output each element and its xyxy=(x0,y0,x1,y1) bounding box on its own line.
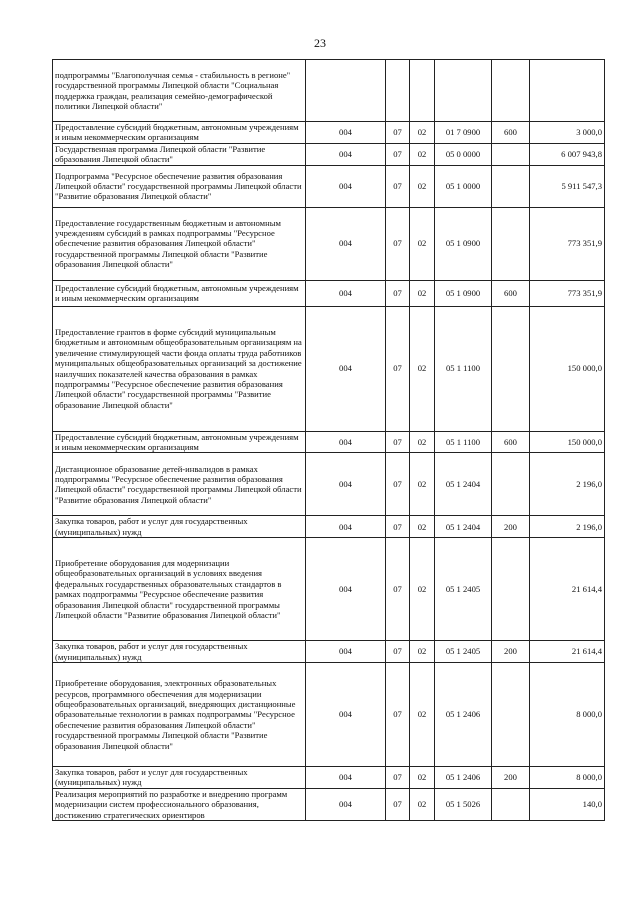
cell-amount: 140,0 xyxy=(530,788,605,820)
cell-section-code: 07 xyxy=(386,788,410,820)
cell-amount: 8 000,0 xyxy=(530,663,605,767)
cell-target-code: 05 1 2405 xyxy=(435,538,492,641)
cell-subsection-code: 02 xyxy=(410,143,435,165)
cell-target-code: 05 1 2406 xyxy=(435,663,492,767)
cell-expense-type xyxy=(492,165,530,207)
cell-admin-code: 004 xyxy=(306,431,386,453)
cell-admin-code: 004 xyxy=(306,453,386,516)
cell-admin-code: 004 xyxy=(306,165,386,207)
cell-section-code: 07 xyxy=(386,207,410,280)
table-row xyxy=(53,280,605,306)
cell-admin-code xyxy=(306,60,386,122)
cell-expense-type: 600 xyxy=(492,122,530,144)
cell-name: Предоставление субсидий бюджетным, автономным учреждениям и иным некоммерческим организациям xyxy=(53,280,306,306)
cell-name: подпрограммы "Благополучная семья - стабильность в регионе" государственной программы Липецкой области "Социальная поддержка граждан, реализация семейно-демографической политики Липецкой области" xyxy=(53,60,306,122)
cell-target-code: 05 1 1100 xyxy=(435,431,492,453)
cell-target-code: 05 1 0000 xyxy=(435,165,492,207)
cell-amount: 2 196,0 xyxy=(530,516,605,538)
cell-name: Закупка товаров, работ и услуг для государственных (муниципальных) нужд xyxy=(53,641,306,663)
cell-amount: 21 614,4 xyxy=(530,641,605,663)
cell-expense-type xyxy=(492,207,530,280)
cell-section-code: 07 xyxy=(386,641,410,663)
cell-amount: 3 000,0 xyxy=(530,122,605,144)
cell-name: Предоставление грантов в форме субсидий муниципальным бюджетным и автономным общеобразовательным организациям на увеличение стимулирующей части фонда оплаты труда работников муниципальных общеобразовательных организаций за достижение наилучших показателей качества образования в рамках подпрограммы "Ресурсное обеспечение развития образования Липецкой области" государственной программы "Развитие образование Липецкой области" xyxy=(53,306,306,431)
cell-section-code: 07 xyxy=(386,280,410,306)
table-row xyxy=(53,641,605,663)
cell-admin-code: 004 xyxy=(306,788,386,820)
cell-target-code: 01 7 0900 xyxy=(435,122,492,144)
cell-admin-code: 004 xyxy=(306,122,386,144)
cell-subsection-code xyxy=(410,60,435,122)
cell-section-code: 07 xyxy=(386,453,410,516)
cell-amount: 150 000,0 xyxy=(530,431,605,453)
cell-subsection-code: 02 xyxy=(410,767,435,789)
cell-name: Закупка товаров, работ и услуг для государственных (муниципальных) нужд xyxy=(53,516,306,538)
cell-subsection-code: 02 xyxy=(410,453,435,516)
cell-target-code: 05 1 2405 xyxy=(435,641,492,663)
table-row xyxy=(53,207,605,280)
cell-name: Закупка товаров, работ и услуг для государственных (муниципальных) нужд xyxy=(53,767,306,789)
cell-expense-type xyxy=(492,306,530,431)
table-row xyxy=(53,431,605,453)
page-number: 23 xyxy=(314,36,326,50)
cell-amount: 773 351,9 xyxy=(530,280,605,306)
cell-admin-code: 004 xyxy=(306,641,386,663)
cell-admin-code: 004 xyxy=(306,207,386,280)
cell-target-code xyxy=(435,60,492,122)
cell-target-code: 05 1 0900 xyxy=(435,207,492,280)
cell-section-code: 07 xyxy=(386,122,410,144)
cell-subsection-code: 02 xyxy=(410,788,435,820)
cell-expense-type xyxy=(492,60,530,122)
table-row xyxy=(53,767,605,789)
cell-expense-type: 600 xyxy=(492,280,530,306)
cell-subsection-code: 02 xyxy=(410,663,435,767)
table-body xyxy=(53,60,605,821)
table-row xyxy=(53,143,605,165)
cell-subsection-code: 02 xyxy=(410,641,435,663)
cell-subsection-code: 02 xyxy=(410,431,435,453)
cell-target-code: 05 1 5026 xyxy=(435,788,492,820)
cell-amount xyxy=(530,60,605,122)
table-row xyxy=(53,122,605,144)
cell-section-code: 07 xyxy=(386,143,410,165)
table-row xyxy=(53,663,605,767)
cell-subsection-code: 02 xyxy=(410,207,435,280)
cell-expense-type xyxy=(492,538,530,641)
table-row xyxy=(53,60,605,122)
cell-target-code: 05 1 0900 xyxy=(435,280,492,306)
cell-admin-code: 004 xyxy=(306,143,386,165)
cell-admin-code: 004 xyxy=(306,306,386,431)
cell-expense-type: 600 xyxy=(492,431,530,453)
cell-name: Предоставление субсидий бюджетным, автономным учреждениям и иным некоммерческим организациям xyxy=(53,122,306,144)
cell-name: Подпрограмма "Ресурсное обеспечение развития образования Липецкой области" государственной программы Липецкой области "Развитие образования Липецкой области" xyxy=(53,165,306,207)
cell-admin-code: 004 xyxy=(306,538,386,641)
cell-amount: 21 614,4 xyxy=(530,538,605,641)
cell-expense-type: 200 xyxy=(492,767,530,789)
cell-section-code: 07 xyxy=(386,663,410,767)
table-row xyxy=(53,306,605,431)
cell-name: Реализация мероприятий по разработке и внедрению программ модернизации систем профессионального образования, достижению стратегических ориентиров xyxy=(53,788,306,820)
cell-section-code: 07 xyxy=(386,431,410,453)
cell-target-code: 05 1 2404 xyxy=(435,453,492,516)
cell-amount: 2 196,0 xyxy=(530,453,605,516)
cell-target-code: 05 1 1100 xyxy=(435,306,492,431)
cell-amount: 773 351,9 xyxy=(530,207,605,280)
table-row xyxy=(53,453,605,516)
cell-section-code: 07 xyxy=(386,516,410,538)
cell-amount: 5 911 547,3 xyxy=(530,165,605,207)
table-row xyxy=(53,788,605,820)
cell-expense-type xyxy=(492,663,530,767)
cell-name: Приобретение оборудования, электронных образовательных ресурсов, программного обеспечения для модернизации общеобразовательных организаций, внедряющих дистанционные образовательные технологии в рамках подпрограммы "Ресурсное обеспечение развития образования Липецкой области" государственной программы Липецкой области "Развитие образования Липецкой области" xyxy=(53,663,306,767)
cell-expense-type xyxy=(492,453,530,516)
cell-section-code: 07 xyxy=(386,538,410,641)
cell-amount: 6 007 943,8 xyxy=(530,143,605,165)
cell-subsection-code: 02 xyxy=(410,516,435,538)
cell-admin-code: 004 xyxy=(306,280,386,306)
cell-name: Дистанционное образование детей-инвалидов в рамках подпрограммы "Ресурсное обеспечение развития образования Липецкой области" государственной программы Липецкой области "Развитие образования Липецкой области" xyxy=(53,453,306,516)
cell-name: Предоставление субсидий бюджетным, автономным учреждениям и иным некоммерческим организациям xyxy=(53,431,306,453)
table-row xyxy=(53,516,605,538)
cell-expense-type xyxy=(492,143,530,165)
cell-subsection-code: 02 xyxy=(410,122,435,144)
cell-expense-type: 200 xyxy=(492,641,530,663)
cell-name: Предоставление государственным бюджетным и автономным учреждениям субсидий в рамках подпрограммы "Ресурсное обеспечение развития образования Липецкой области" государственной программы Липецкой области "Развитие образования Липецкой области" xyxy=(53,207,306,280)
cell-expense-type: 200 xyxy=(492,516,530,538)
cell-name: Государственная программа Липецкой области "Развитие образования Липецкой области" xyxy=(53,143,306,165)
cell-subsection-code: 02 xyxy=(410,538,435,641)
cell-expense-type xyxy=(492,788,530,820)
cell-subsection-code: 02 xyxy=(410,165,435,207)
cell-amount: 150 000,0 xyxy=(530,306,605,431)
cell-subsection-code: 02 xyxy=(410,306,435,431)
cell-name: Приобретение оборудования для модернизации общеобразовательных организаций в условиях введения федеральных государственных образовательных стандартов в рамках подпрограммы "Ресурсное обеспечение развития образования Липецкой области" государственной программы Липецкой области "Развитие образования Липецкой области" xyxy=(53,538,306,641)
cell-amount: 8 000,0 xyxy=(530,767,605,789)
table-row xyxy=(53,538,605,641)
cell-section-code: 07 xyxy=(386,767,410,789)
cell-admin-code: 004 xyxy=(306,516,386,538)
cell-section-code: 07 xyxy=(386,165,410,207)
cell-section-code xyxy=(386,60,410,122)
table-row xyxy=(53,165,605,207)
cell-target-code: 05 1 2406 xyxy=(435,767,492,789)
cell-subsection-code: 02 xyxy=(410,280,435,306)
cell-admin-code: 004 xyxy=(306,663,386,767)
cell-section-code: 07 xyxy=(386,306,410,431)
cell-admin-code: 004 xyxy=(306,767,386,789)
cell-target-code: 05 0 0000 xyxy=(435,143,492,165)
budget-table xyxy=(52,59,605,821)
cell-target-code: 05 1 2404 xyxy=(435,516,492,538)
